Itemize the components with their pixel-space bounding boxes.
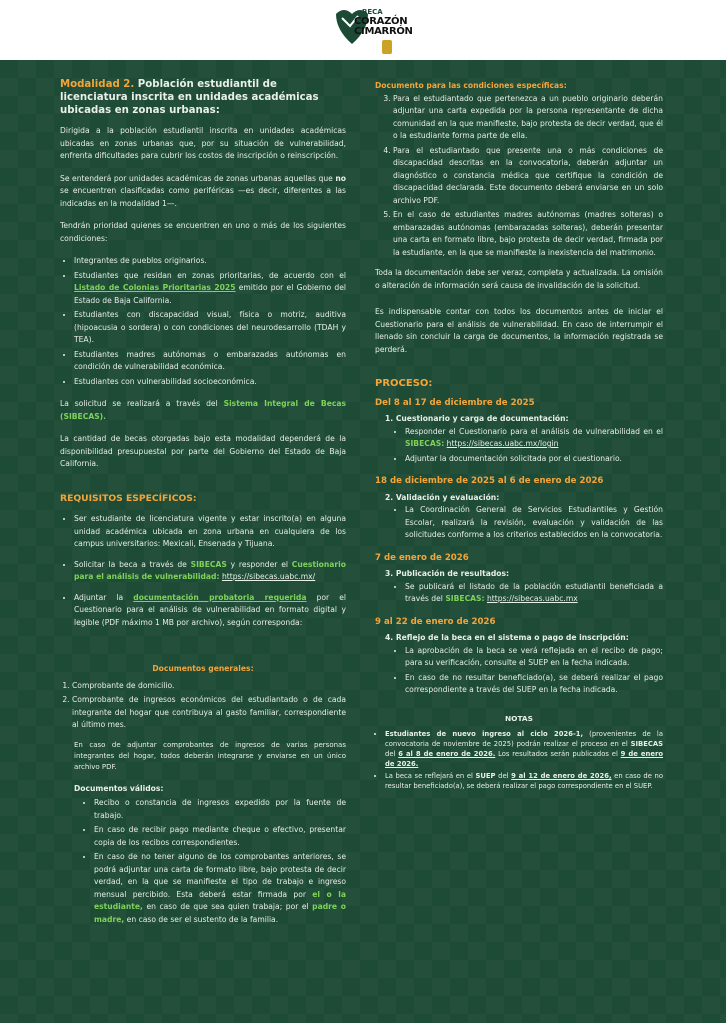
list-item: • La beca se reflejará en el SUEP del 9 al 12 de enero de 2026, en caso de no resultar beneficiado(a), se deberá realizar el pago correspondiente en el SUEP. [385,771,663,791]
solicitud-text: La solicitud se realizará a través del Sistema Integral de Becas (SIBECAS). [60,399,347,421]
step-2-list [375,504,663,542]
content-area [0,60,726,1023]
requisitos-title: REQUISITOS ESPECÍFICOS: [60,492,197,504]
date-3: 7 de enero de 2026 [375,552,469,563]
left-column [60,78,346,936]
list-item: • La aprobación de la beca se verá reflejada en el recibo de pago; para su verificación, consulte el SUEP en la fecha indicada. [405,645,663,670]
right-column [375,80,663,801]
list-item: • Estudiantes que residan en zonas prioritarias, de acuerdo con el Listado de Colonias Prioritarias 2025 emitido por el Gobierno del Estado de Baja California. [74,270,346,308]
list-item: • Ser estudiante de licenciatura vigente y estar inscrito(a) en alguna unidad académica ubicada en zona urbana en cualquiera de los campus universitarios: Mexicali, Ensenada y Tijuana. [74,513,346,551]
list-item: • Se publicará el listado de la población estudiantil beneficiada a través del SIBECAS: https://sibecas.uabc.mx [405,581,663,606]
notas-list [375,729,663,791]
documentos-validos-list [60,797,346,926]
logo-name-text: CORAZÓN CIMARRÓN [354,16,413,37]
definition-text: Se entenderá por unidades académicas de zonas urbanas aquellas que no se encuentren clasificadas como periféricas —es decir, diferentes a las indicadas en la modalidad 1—. [60,173,346,208]
doc-note: En caso de adjuntar comprobantes de ingresos de varias personas integrantes del hogar, todos deberán integrarse y enviarse en un único archivo PDF. [74,740,346,771]
requisitos-list [60,513,346,629]
list-item: • En caso de no tener alguno de los comprobantes anteriores, se podrá adjuntar una carta de formato libre, bajo protesta de decir verdad, en la que se manifieste el tipo de trabajo e ingreso mensual percibido. Esta deberá estar firmada por el o la estudiante, en caso de que sea quien trabaja; por el padre o madre, en caso de ser el sustento de la familia. [94,851,346,926]
list-item: • La Coordinación General de Servicios Estudiantiles y Gestión Escolar, realizará la revisión, evaluación y validación de las solicitudes conforme a los criterios establecidos en la convocatoria. [405,504,663,542]
list-item: 2. Comprobante de ingresos económicos del estudiantado o de cada integrante del hogar que contribuya al gasto familiar, correspondiente al último mes. [72,694,346,732]
step-4-title: 4. Reflejo de la beca en el sistema o pago de inscripción: [385,633,629,642]
list-item: 4. Para el estudiantado que presente una o más condiciones de discapacidad descritas en la convocatoria, deberán adjuntar un diagnóstico o constancia médica que certifique la condición de discapacidad declarada. Este documento deberá enviarse en un solo archivo PDF. [393,145,663,208]
conditions-list [60,255,346,388]
sibecas-link[interactable]: https://sibecas.uabc.mx/ [221,572,316,581]
list-item: • Estudiantes de nuevo ingreso al ciclo 2026-1, (provenientes de la convocatoria de noviembre de 2025) podrán realizar el proceso en el SIBECAS del 6 al 8 de enero de 2026. Los resultados serán publicados el 9 de enero de 2026. [385,729,663,769]
documentos-generales-title: Documentos generales: [152,664,254,673]
date-2: 18 de diciembre de 2025 al 6 de enero de 2026 [375,476,604,486]
colonias-link[interactable]: Listado de Colonias Prioritarias 2025 [74,283,236,292]
condiciones-list [375,93,663,260]
list-item: • Solicitar la beca a través de SIBECAS y responder el Cuestionario para el análisis de vulnerabilidad: https://sibecas.uabc.mx/ [74,559,346,584]
step-2-title: 2. Validación y evaluación: [385,492,500,502]
step-3-list [375,581,663,606]
step-1-title: 1. Cuestionario y carga de documentación: [385,414,569,423]
list-item: • En caso de recibir pago mediante cheque o efectivo, presentar copia de los recibos correspondientes. [94,824,346,849]
modalidad-heading: Modalidad 2. Población estudiantil de licenciatura inscrita en unidades académicas ubicadas en zonas urbanas: [60,79,319,116]
list-item: • Responder el Cuestionario para el análisis de vulnerabilidad en el SIBECAS: https://sibecas.uabc.mx/login [405,426,663,451]
list-item: • En caso de no resultar beneficiado(a), se deberá realizar el pago correspondiente a través del SUEP en la fecha indicada. [405,672,663,697]
header [0,0,726,60]
list-item: 3. Para el estudiantado que pertenezca a un pueblo originario deberán adjuntar una carta expedida por la persona representante de dicha comunidad en la que manifieste, bajo protesta de decir verdad, que él o la estudiante forma parte de ella. [393,93,663,143]
step-4-list [375,645,663,697]
date-4: 9 al 22 de enero de 2026 [375,616,496,627]
step-1-list [375,426,663,466]
logo-beca-text: BECA [362,8,383,16]
indispensable-text: Es indispensable contar con todos los documentos antes de iniciar el Cuestionario para el análisis de vulnerabilidad. En caso de interrumpir el llenado sin concluir la carga de documentos, la información registrada se perderá. [375,307,663,354]
priority-text: Tendrán prioridad quienes se encuentren en uno o más de los siguientes condiciones: [60,221,346,243]
list-item: 1. Comprobante de domicilio. [72,680,346,693]
sibecas-results-link[interactable]: https://sibecas.uabc.mx [486,594,578,603]
veraz-text: Toda la documentación debe ser veraz, completa y actualizada. La omisión o alteración de información será causa de invalidación de la solicitud. [375,268,663,290]
list-item: • Recibo o constancia de ingresos expedido por la fuente de trabajo. [94,797,346,822]
list-item: • Estudiantes madres autónomas o embarazadas autónomas en condición de vulnerabilidad económica. [74,349,346,374]
list-item: • Adjuntar la documentación solicitada por el cuestionario. [405,453,663,466]
documentos-validos-title: Documentos válidos: [74,783,164,793]
list-item: • Estudiantes con discapacidad visual, física o motriz, auditiva (hipoacusia o sordera) o con condiciones del neurodesarrollo (TDAH y TEA). [74,309,346,347]
sibecas-login-link[interactable]: https://sibecas.uabc.mx/login [446,439,559,448]
cantidad-text: La cantidad de becas otorgadas bajo esta modalidad dependerá de la disponibilidad presupuestal por parte del Gobierno del Estado de Baja California. [60,434,346,468]
intro-text: Dirigida a la población estudiantil inscrita en unidades académicas ubicadas en zonas urbanas que, por su situación de vulnerabilidad, enfrenta dificultades para cubrir los costos de inscripción o reinscripción. [60,126,346,160]
list-item: • Integrantes de pueblos originarios. [74,255,346,268]
list-item: • Adjuntar la documentación probatoria requerida por el Cuestionario para el análisis de vulnerabilidad en formato digital y legible (PDF máximo 1 MB por archivo), según corresponda: [74,592,346,630]
condiciones-title: Documento para las condiciones específicas: [375,81,567,90]
step-3-title: 3. Publicación de resultados: [385,569,510,578]
proceso-title: PROCESO: [375,378,433,389]
documentos-generales-list [60,680,346,732]
date-1: Del 8 al 17 de diciembre de 2025 [375,397,535,408]
list-item: 5. En el caso de estudiantes madres autónomas (madres solteras) o embarazadas autónomas (embarazadas solteras), deberán presentar una carta en formato libre, bajo protesta de decir verdad, firmada por la estudiante, en la que se manifieste la inexistencia del matrimonio. [393,209,663,259]
list-item: • Estudiantes con vulnerabilidad socioeconómica. [74,376,346,389]
notas-title: NOTAS [505,713,533,723]
